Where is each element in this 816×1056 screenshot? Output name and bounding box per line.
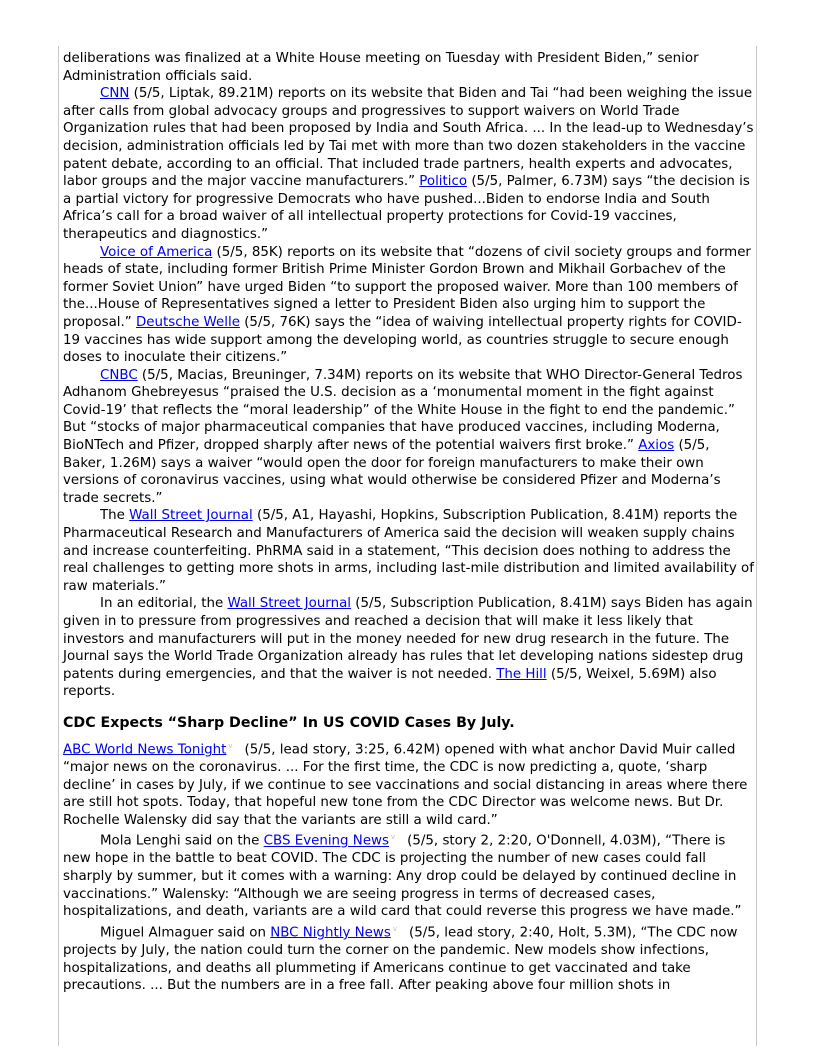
link-nbc-nightly-news[interactable]: NBC Nightly News [270,925,391,941]
left-margin-rule [58,46,59,1046]
link-politico[interactable]: Politico [419,174,468,190]
paragraph-abc: ABC World News Tonight $^v$ (5/5, lead story, 3:25, 6.42M) opened with what anchor David Muir called “major news on the coronavirus. ... For the first time, the CDC is now predicting a, quote, ‘sharp decline’ in cases by July, if we continue to see vaccinations and social distancing in areas where there are still hot spots. Today, that hopeful new tone from the CDC Director was welcome news. But Dr. Rochelle Walensky did say that the variants are still a wild card.” [63,741,748,828]
link-voice-of-america[interactable]: Voice of America [100,244,213,260]
paragraph-cnbc: CNBC (5/5, Macias, Breuninger, 7.34M) reports on its website that WHO Director-General Tedros Adhanom Ghebreyesus “praised the U.S. decision as a ‘monumental moment in the fight against Covid-19’ that reflects the “moral leadership” of the White House in the fight to end the pandemic.” But “stocks of major pharmaceutical companies that have produced vaccines, including Moderna, BioNTech and Pfizer, dropped sharply after news of the potential waivers first broke.” Axios (5/5, Baker, 1.26M) says a waiver “would open the door for foreign manufacturers to make their own versions of coronavirus vaccines, using what would otherwise be considered Pfizer and Moderna’s trade secrets.” [63,367,743,506]
link-cbs-evening-news[interactable]: CBS Evening News [263,833,389,849]
video-marker-icon: v [228,741,233,750]
link-the-hill[interactable]: The Hill [496,666,547,682]
link-cnn[interactable]: CNN [100,86,130,102]
link-wall-street-journal[interactable]: Wall Street Journal [129,508,253,524]
document-body [63,50,756,995]
section-heading-cdc: CDC Expects “Sharp Decline” In US COVID Cases By July. [63,714,515,731]
paragraph-deliberations: deliberations was finalized at a White House meeting on Tuesday with President Biden,” senior Administration officials said. [63,51,699,84]
paragraph-wsj-phrma: The Wall Street Journal (5/5, A1, Hayashi, Hopkins, Subscription Publication, 8.41M) reports the Pharmaceutical Research and Manufacturers of America said the decision will weaken supply chains and increase counterfeiting. PhRMA said in a statement, “This decision does nothing to address the real challenges to getting more shots in arms, including last-mile distribution and limited availability of raw materials.” [63,508,754,594]
link-axios[interactable]: Axios [638,438,675,454]
link-abc-world-news-tonight[interactable]: ABC World News Tonight [63,742,227,758]
paragraph-nbc: Miguel Almaguer said on NBC Nightly News $^v$ (5/5, lead story, 2:40, Holt, 5.3M), “The CDC now projects by July, the nation could turn the corner on the pandemic. New models show infections, hospitalizations, and deaths all plummeting if Americans continue to get vaccinated and take precautions. ... But the numbers are in a free fall. After peaking above four million shots in [63,924,738,994]
paragraph-voa: Voice of America (5/5, 85K) reports on its website that “dozens of civil society groups and former heads of state, including former British Prime Minister Gordon Brown and Mikhail Gorbachev of the former Soviet Union” have urged Biden “to support the proposed waiver. More than 100 members of the...House of Representatives signed a letter to President Biden also urging him to support the proposal.” Deutsche Welle (5/5, 76K) says the “idea of waiving intellectual property rights for COVID-19 vaccines has wide support among the developing world, as countries struggle to secure enough doses to inoculate their citizens.” [63,244,751,366]
link-deutsche-welle[interactable]: Deutsche Welle [135,314,240,330]
paragraph-cnn: CNN (5/5, Liptak, 89.21M) reports on its website that Biden and Tai “had been weighing the issue after calls from global advocacy groups and progressives to support waivers on World Trade Organization rules that had been proposed by India and South Africa. ... In the lead-up to Wednesday’s decision, administration officials led by Tai met with more than two dozen stakeholders in the vaccine patent debate, according to an official. That included trade partners, health experts and advocates, labor groups and the major vaccine manufacturers.” Politico (5/5, Palmer, 6.73M) says “the decision is a partial victory for progressive Democrats who have pushed...Biden to endorse India and South Africa’s call for a broad waiver of all intellectual property protections for Covid-19 vaccines, therapeutics and diagnostics.” [63,86,754,242]
right-margin-rule [756,46,757,1046]
link-wall-street-journal-editorial[interactable]: Wall Street Journal [227,596,351,612]
video-marker-icon: v [391,833,396,842]
paragraph-cbs: Mola Lenghi said on the CBS Evening News $^v$ (5/5, story 2, 2:20, O'Donnell, 4.03M), “There is new hope in the battle to beat COVID. The CDC is projecting the number of new cases could fall sharply by summer, but it comes with a warning: Any drop could be delayed by continued decline in vaccinations.” Walensky: “Although we are seeing progress in terms of decreased cases, hospitalizations, and death, variants are a wild card that could reverse this progress we have made.” [63,833,742,920]
link-cnbc[interactable]: CNBC [100,367,138,383]
video-marker-icon: v [392,924,397,933]
paragraph-wsj-editorial: In an editorial, the Wall Street Journal (5/5, Subscription Publication, 8.41M) says Biden has again given in to pressure from progressives and reached a decision that will make it less likely that investors and manufacturers will put in the money needed for new drug research in the future. The Journal says the World Trade Organization already has rules that let developing nations sidestep drug patents during emergencies, and that the waiver is not needed. The Hill (5/5, Weixel, 5.69M) also reports. [63,596,753,700]
